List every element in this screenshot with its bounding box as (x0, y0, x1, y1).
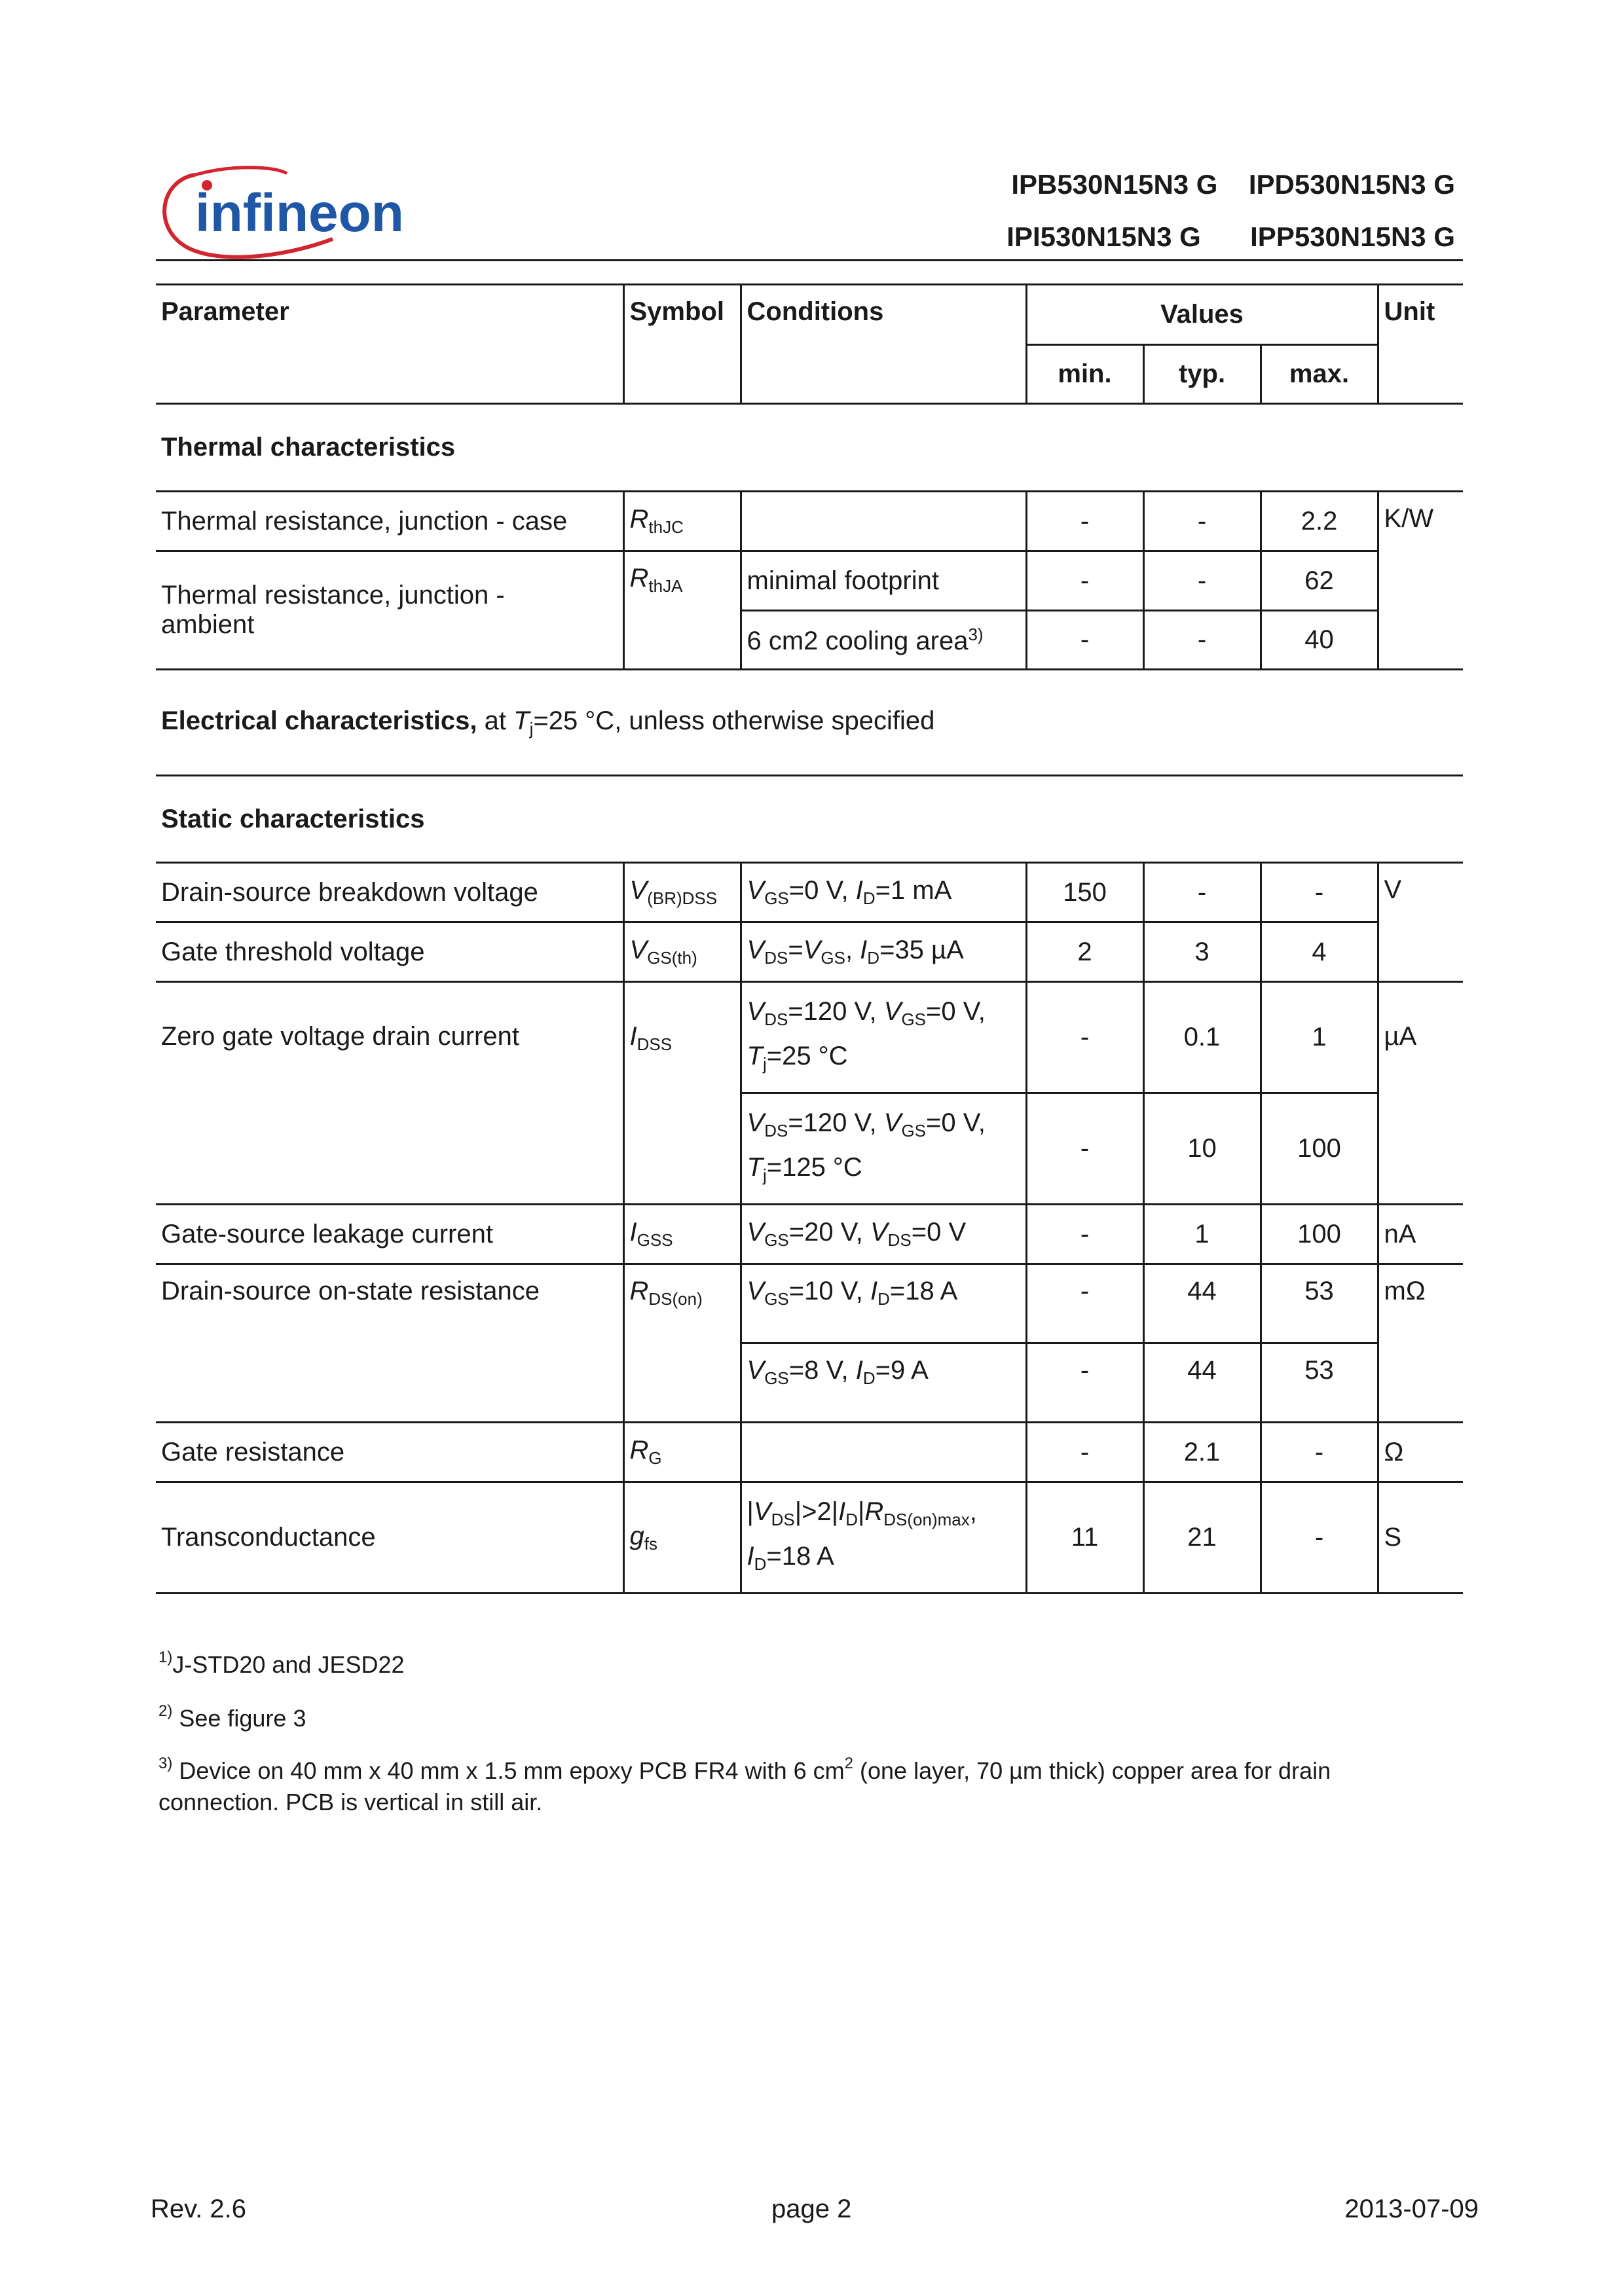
param-label: Thermal resistance, junction - ambient (156, 551, 623, 670)
footer-date: 2013-07-09 (1344, 2195, 1479, 2223)
part-number: IPB530N15N3 G (1011, 169, 1218, 200)
table-row (156, 863, 1463, 922)
value-typ: - (1143, 492, 1261, 551)
part-number: IPD530N15N3 G (1248, 169, 1455, 200)
condition: 6 cm2 cooling area$^{3)}$ (741, 611, 1026, 670)
param-label: Drain-source breakdown voltage (156, 863, 623, 922)
condition: $V_{DS}=V_{GS}$, $I_D=35$ µA (741, 922, 1026, 982)
symbol: $R_{thJA}$ (623, 551, 741, 670)
value-min: - (1026, 611, 1143, 670)
value-typ: 21 (1143, 1482, 1261, 1594)
value-typ: 0.1 (1143, 982, 1261, 1093)
symbol: $R_{DS(on)}$ (623, 1264, 741, 1423)
symbol: $I_{GSS}$ (623, 1205, 741, 1264)
value-max: - (1261, 1482, 1378, 1594)
col-header-values: Values (1026, 285, 1378, 345)
value-typ: - (1143, 551, 1261, 611)
col-header-typ: typ. (1143, 345, 1261, 404)
value-min: - (1026, 1093, 1143, 1205)
logo-text: infineon (195, 183, 404, 243)
value-min: - (1026, 1205, 1143, 1264)
table-row (156, 492, 1463, 551)
footer-page: page 2 (771, 2195, 852, 2223)
symbol: $V_{GS(th)}$ (623, 922, 741, 982)
unit: K/W (1378, 492, 1463, 670)
value-max: 53 (1261, 1343, 1378, 1423)
table-row (156, 982, 1463, 1093)
part-number: IPI530N15N3 G (1006, 221, 1201, 252)
table-row (156, 1205, 1463, 1264)
col-header-parameter: Parameter (156, 285, 623, 404)
condition: $|V_{DS}|>2|I_D|R_{DS(on)max}$, $I_D=18$ A (741, 1482, 1026, 1594)
value-min: - (1026, 492, 1143, 551)
value-max: 4 (1261, 922, 1378, 982)
unit: nA (1378, 1205, 1463, 1264)
value-max: - (1261, 1423, 1378, 1482)
param-label: Gate threshold voltage (156, 922, 623, 982)
value-typ: 1 (1143, 1205, 1261, 1264)
condition: $V_{GS}=10$ V, $I_D=18$ A (741, 1264, 1026, 1343)
header-rule (156, 259, 1463, 261)
value-max: 100 (1261, 1093, 1378, 1205)
section-static: Static characteristics (156, 776, 1463, 863)
table-row (156, 1264, 1463, 1343)
value-typ: 3 (1143, 922, 1261, 982)
param-label: Drain-source on-state resistance (156, 1264, 623, 1423)
section-electrical: Electrical characteristics, at $T_j=25$ °C, unless otherwise specified (156, 670, 1463, 776)
table-row (156, 551, 1463, 611)
value-min: - (1026, 1423, 1143, 1482)
section-thermal: Thermal characteristics (156, 404, 1463, 492)
col-header-conditions: Conditions (741, 285, 1026, 404)
value-max: 100 (1261, 1205, 1378, 1264)
table-row (156, 1482, 1463, 1594)
param-label: Thermal resistance, junction - case (156, 492, 623, 551)
value-min: - (1026, 551, 1143, 611)
value-min: - (1026, 1264, 1143, 1343)
symbol: $g_{fs}$ (623, 1482, 741, 1594)
footnote-2: $^{2)}$ See figure 3 (158, 1702, 306, 1732)
unit: µA (1378, 982, 1463, 1205)
value-typ: 44 (1143, 1343, 1261, 1423)
col-header-symbol: Symbol (623, 285, 741, 404)
symbol: $R_{thJC}$ (623, 492, 741, 551)
value-min: - (1026, 982, 1143, 1093)
symbol: $I_{DSS}$ (623, 982, 741, 1205)
param-label: Transconductance (156, 1482, 623, 1594)
condition (741, 1423, 1026, 1482)
part-numbers-row2 (1006, 221, 1455, 253)
condition: $V_{GS}=20$ V, $V_{DS}=0$ V (741, 1205, 1026, 1264)
value-max: - (1261, 863, 1378, 922)
value-min: 11 (1026, 1482, 1143, 1594)
value-typ: - (1143, 611, 1261, 670)
symbol: $R_G$ (623, 1423, 741, 1482)
param-label: Gate-source leakage current (156, 1205, 623, 1264)
footer-revision: Rev. 2.6 (151, 2195, 246, 2223)
value-max: 62 (1261, 551, 1378, 611)
value-typ: - (1143, 863, 1261, 922)
value-min: 150 (1026, 863, 1143, 922)
condition: $V_{GS}=0$ V, $I_D=1$ mA (741, 863, 1026, 922)
unit: Ω (1378, 1423, 1463, 1482)
value-max: 2.2 (1261, 492, 1378, 551)
unit: V (1378, 863, 1463, 982)
footnote-3: $^{3)}$ Device on 40 mm x 40 mm x 1.5 mm epoxy PCB FR4 with 6 $cm^2$ (one layer, 70 µm thick) copper area for drain connection. PCB is vertical in still air. (158, 1755, 1331, 1815)
unit: mΩ (1378, 1264, 1463, 1423)
value-typ: 44 (1143, 1264, 1261, 1343)
value-max: 1 (1261, 982, 1378, 1093)
col-header-max: max. (1261, 345, 1378, 404)
value-min: - (1026, 1343, 1143, 1423)
value-typ: 2.1 (1143, 1423, 1261, 1482)
condition (741, 492, 1026, 551)
table-row (156, 1423, 1463, 1482)
col-header-min: min. (1026, 345, 1143, 404)
col-header-unit: Unit (1378, 285, 1463, 404)
condition: $V_{GS}=8$ V, $I_D=9$ A (741, 1343, 1026, 1423)
value-max: 40 (1261, 611, 1378, 670)
table-row (156, 922, 1463, 982)
part-numbers-row1 (1011, 169, 1455, 200)
value-max: 53 (1261, 1264, 1378, 1343)
unit: S (1378, 1482, 1463, 1594)
param-label: Zero gate voltage drain current (156, 982, 623, 1205)
value-min: 2 (1026, 922, 1143, 982)
part-number: IPP530N15N3 G (1250, 221, 1455, 252)
param-label: Gate resistance (156, 1423, 623, 1482)
condition: $V_{DS}=120$ V, $V_{GS}=0$ V, $T_j=25$ °C (741, 982, 1026, 1093)
condition: minimal footprint (741, 551, 1026, 611)
value-typ: 10 (1143, 1093, 1261, 1205)
infineon-logo (156, 160, 418, 265)
symbol: $V_{(BR)DSS}$ (623, 863, 741, 922)
spec-table (156, 283, 1463, 1594)
condition: $V_{DS}=120$ V, $V_{GS}=0$ V, $T_j=125$ °C (741, 1093, 1026, 1205)
footnote-1: $^{1)}$J-STD20 and JESD22 (158, 1649, 405, 1678)
